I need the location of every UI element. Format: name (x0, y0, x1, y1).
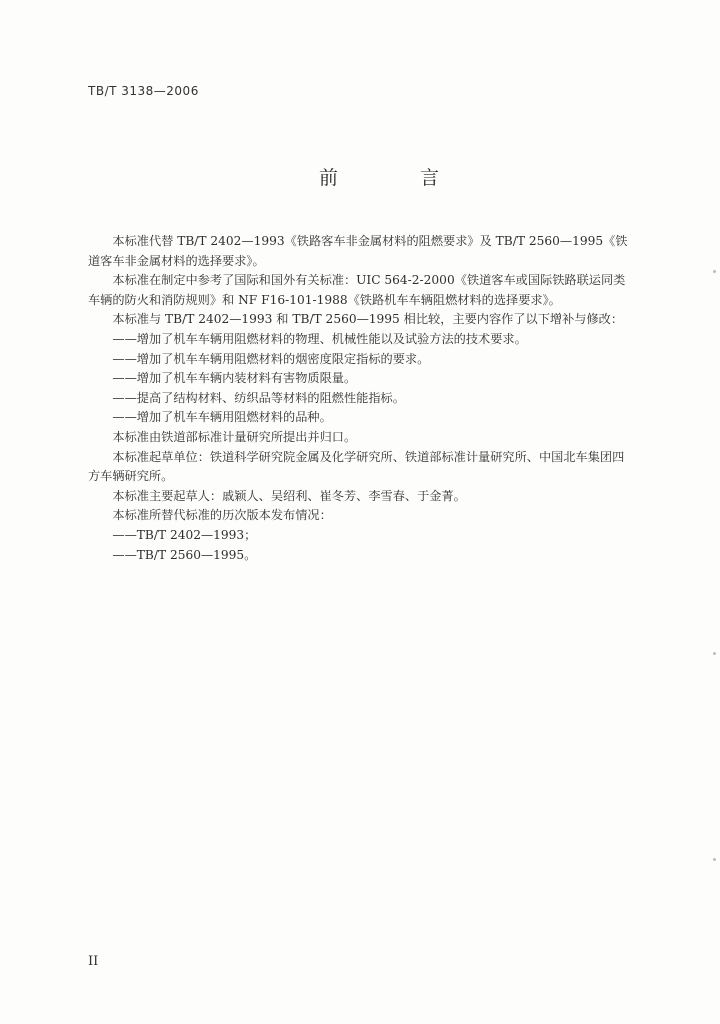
paragraph-changes-intro: 本标准与 TB/T 2402—1993 和 TB/T 2560—1995 相比较，主要内容作了以下增补与修改： (112, 312, 624, 327)
paragraph-drafting-units: 本标准起草单位：铁道科学研究院金属及化学研究所、铁道部标准计量研究所、中国北车集团四方车辆研究所。 (88, 449, 625, 484)
paragraph-references: 本标准在制定中参考了国际和国外有关标准：UIC 564-2-2000《铁道客车或国际铁路联运同类车辆的防火和消防规则》和 NF F16-101-1988《铁路机车车辆阻燃材料的选择要求》。 (88, 273, 626, 307)
scan-speck (713, 858, 716, 861)
scan-speck (713, 652, 716, 655)
previous-edition-item: ——TB/T 2560—1995。 (112, 547, 257, 562)
paragraph-previous-editions: 本标准所替代标准的历次版本发布情况： (112, 508, 332, 523)
previous-edition-item: ——TB/T 2402—1993； (112, 527, 257, 542)
page-number: II (88, 954, 99, 969)
paragraph-proposer: 本标准由铁道部标准计量研究所提出并归口。 (112, 429, 357, 444)
change-item-smoke-density: ——增加了机车车辆用阻燃材料的烟密度限定指标的要求。 (112, 351, 430, 366)
change-item-material-varieties: ——增加了机车车辆用阻燃材料的品种。 (112, 410, 332, 425)
change-item-physical-mechanical: ——增加了机车车辆用阻燃材料的物理、机械性能以及试验方法的技术要求。 (112, 331, 527, 346)
page-title: 前 言 (318, 167, 478, 189)
scan-speck (713, 270, 716, 273)
standard-code-header: TB/T 3138—2006 (88, 84, 199, 98)
change-item-harmful-substances: ——增加了机车车辆内装材料有害物质限量。 (112, 371, 357, 386)
foreword-body (88, 232, 633, 565)
change-item-flame-retardant: ——提高了结构材料、纺织品等材料的阻燃性能指标。 (112, 390, 405, 405)
paragraph-replacement: 本标准代替 TB/T 2402—1993《铁路客车非金属材料的阻燃要求》及 TB/T 2560—1995《铁道客车非金属材料的选择要求》。 (88, 234, 628, 268)
paragraph-drafters: 本标准主要起草人：戚颖人、吴绍利、崔冬芳、李雪春、于金菁。 (112, 488, 466, 503)
